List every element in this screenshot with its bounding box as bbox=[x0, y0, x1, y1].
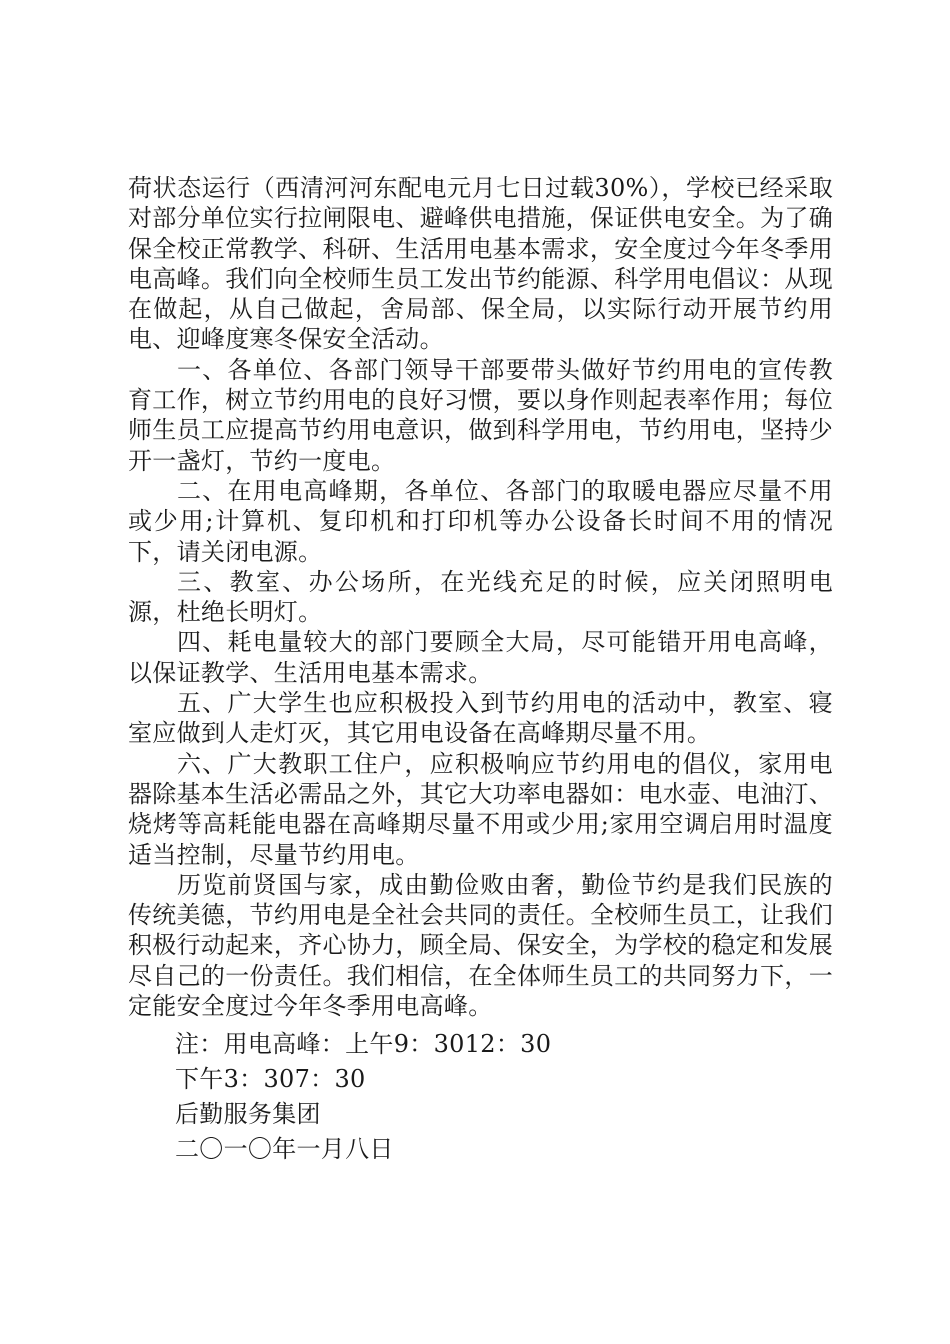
document-body bbox=[128, 173, 833, 1167]
paragraph-item-4: 四、耗电量较大的部门要顾全大局，尽可能错开用电高峰，以保证教学、生活用电基本需求。 bbox=[128, 628, 833, 687]
note-peak-afternoon: 下午3：307：30 bbox=[175, 1065, 366, 1094]
paragraph-conclusion: 历览前贤国与家，成由勤俭败由奢，勤俭节约是我们民族的传统美德，节约用电是全社会共同的责任。全校师生员工，让我们积极行动起来，齐心协力，顾全局、保安全，为学校的稳定和发展尽自己的一份责任。我们相信，在全体师生员工的共同努力下，一定能安全度过今年冬季用电高峰。 bbox=[128, 870, 833, 1021]
paragraph-item-1: 一、各单位、各部门领导干部要带头做好节约用电的宣传教育工作，树立节约用电的良好习惯，要以身作则起表率作用；每位师生员工应提高节约用电意识，做到科学用电，节约用电，坚持少开一盏灯，节约一度电。 bbox=[128, 355, 833, 475]
paragraph-item-3: 三、教室、办公场所，在光线充足的时候，应关闭照明电源，杜绝长明灯。 bbox=[128, 567, 833, 627]
issuer-name: 后勤服务集团 bbox=[175, 1100, 321, 1129]
paragraph-intro: 荷状态运行（西清河河东配电元月七日过载30%），学校已经采取对部分单位实行拉闸限电、避峰供电措施，保证供电安全。为了确保全校正常教学、科研、生活用电基本需求，安全度过今年冬季用电高峰。我们向全校师生员工发出节约能源、科学用电倡议：从现在做起，从自己做起，舍局部、保全局，以实际行动开展节约用电、迎峰度寒冬保安全活动。 bbox=[128, 174, 833, 354]
issue-date: 二〇一〇年一月八日 bbox=[175, 1135, 394, 1164]
paragraph-item-2: 二、在用电高峰期，各单位、各部门的取暖电器应尽量不用或少用;计算机、复印机和打印机等办公设备长时间不用的情况下，请关闭电源。 bbox=[128, 476, 833, 566]
paragraph-item-5: 五、广大学生也应积极投入到节约用电的活动中，教室、寝室应做到人走灯灭，其它用电设备在高峰期尽量不用。 bbox=[128, 689, 833, 748]
note-peak-morning: 注：用电高峰：上午9：3012：30 bbox=[175, 1030, 552, 1059]
paragraph-item-6: 六、广大教职工住户，应积极响应节约用电的倡仪，家用电器除基本生活必需品之外，其它大功率电器如：电水壶、电油汀、烧烤等高耗能电器在高峰期尽量不用或少用;家用空调启用时温度适当控制，尽量节约用电。 bbox=[128, 749, 833, 869]
